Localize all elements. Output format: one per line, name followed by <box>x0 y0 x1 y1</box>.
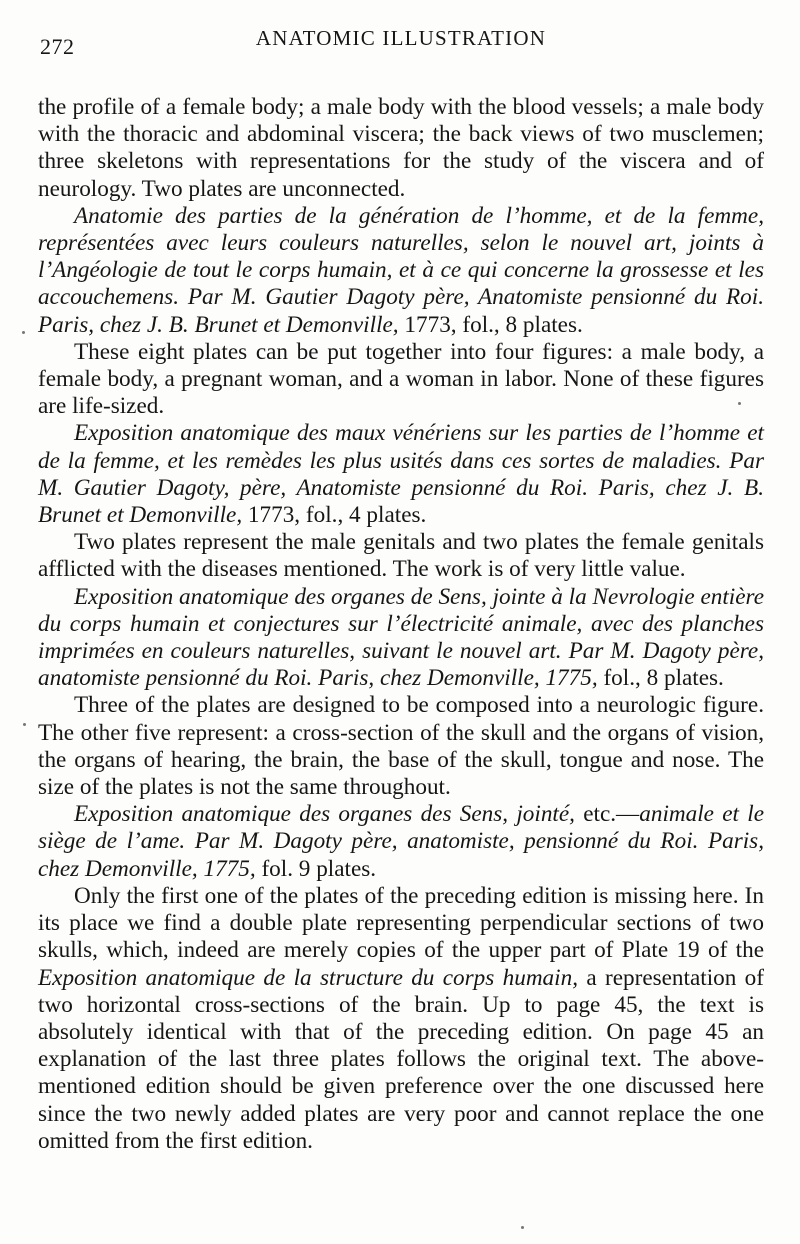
bibliographic-entry-1 <box>38 203 764 339</box>
entry-title-continued: animale et le siège de l’ame. Par M. Dagoty père, anatomiste, pensionné du Roi. Paris, chez Demonville, 1775, <box>38 801 764 882</box>
running-head: ANATOMIC ILLUSTRATION <box>255 26 547 50</box>
entry-publication: fol. 9 plates. <box>255 855 377 882</box>
entry-publication: 1773, fol., 8 plates. <box>398 311 583 338</box>
scan-speck <box>22 331 25 334</box>
cited-title: Exposition anatomique de la structure du corps humain, <box>38 964 578 991</box>
paragraph-description <box>38 883 764 1155</box>
paragraph-description: Three of the plates are designed to be composed into a neurologic figure. The other five represent: a cross-section of the skull and the organs of vision, the organs of hearing, the brain, the base of the skull, tongue and nose. The size of the plates is not the same throughout. <box>38 692 764 801</box>
scan-speck <box>521 1226 524 1229</box>
paragraph-description: These eight plates can be put together into four figures: a male body, a female body, a pregnant woman, and a woman in labor. None of these figures are life-sized. <box>38 338 764 420</box>
body-text <box>38 94 764 1155</box>
bibliographic-entry-2 <box>38 420 764 529</box>
scan-speck <box>738 402 741 405</box>
entry-publication: fol., 8 plates. <box>597 665 724 692</box>
paragraph-text: a representation of two horizontal cross-sections of the brain. Up to page 45, the text is absolutely identical with that of the preceding edition. On page 45 an explanation of the last three plates follows the original text. The above-mentioned edition should be given preference over the one discussed here since the two newly added plates are very poor and cannot replace the one omitted from the first edition. <box>38 964 764 1154</box>
entry-title: Anatomie des parties de la génération de l’homme, et de la femme, représentées avec leurs couleurs naturelles, selon le nouvel art, joints à l’Angéologie de tout le corps humain, et à ce qui concerne la grossesse et les accouchemens. Par M. Gautier Dagoty père, Anatomiste pensionné du Roi. Paris, chez J. B. Brunet et Demonville, <box>38 202 764 338</box>
entry-etc: etc.— <box>574 801 640 828</box>
bibliographic-entry-3 <box>38 584 764 693</box>
bibliographic-entry-4 <box>38 801 764 883</box>
entry-title: Exposition anatomique des organes de Sens, jointe à la Nevrologie entière du corps humain et conjectures sur l’électricité animale, avec des planches imprimées en couleurs naturelles, suivant le nouvel art. Par M. Dagoty père, anatomiste pensionné du Roi. Paris, chez Demonville, 1775, <box>38 583 764 692</box>
paragraph-text: Only the first one of the plates of the preceding edition is missing here. In its place we find a double plate representing perpendicular sections of two skulls, which, indeed are merely copies of the upper part of Plate 19 of the <box>38 882 764 964</box>
entry-title: Exposition anatomique des organes des Sens, jointé, <box>74 801 575 828</box>
page-header <box>38 22 764 60</box>
paragraph-description: Two plates represent the male genitals and two plates the female genitals afflicted with the diseases mentioned. The work is of very little value. <box>38 529 764 583</box>
paragraph-continuation: the profile of a female body; a male body with the blood vessels; a male body with the thoracic and abdominal viscera; the back views of two musclemen; three skeletons with representations for the study of the viscera and of neurology. Two plates are unconnected. <box>38 94 764 202</box>
scan-speck <box>23 723 26 726</box>
entry-publication: 1773, fol., 4 plates. <box>242 502 427 529</box>
entry-title: Exposition anatomique des maux vénériens sur les parties de l’homme et de la femme, et les remèdes les plus usités dans ces sortes de maladies. Par M. Gautier Dagoty, père, Anatomiste pensionné du Roi. Paris, chez J. B. Brunet et Demonville, <box>38 420 764 529</box>
page-number: 272 <box>40 34 75 59</box>
